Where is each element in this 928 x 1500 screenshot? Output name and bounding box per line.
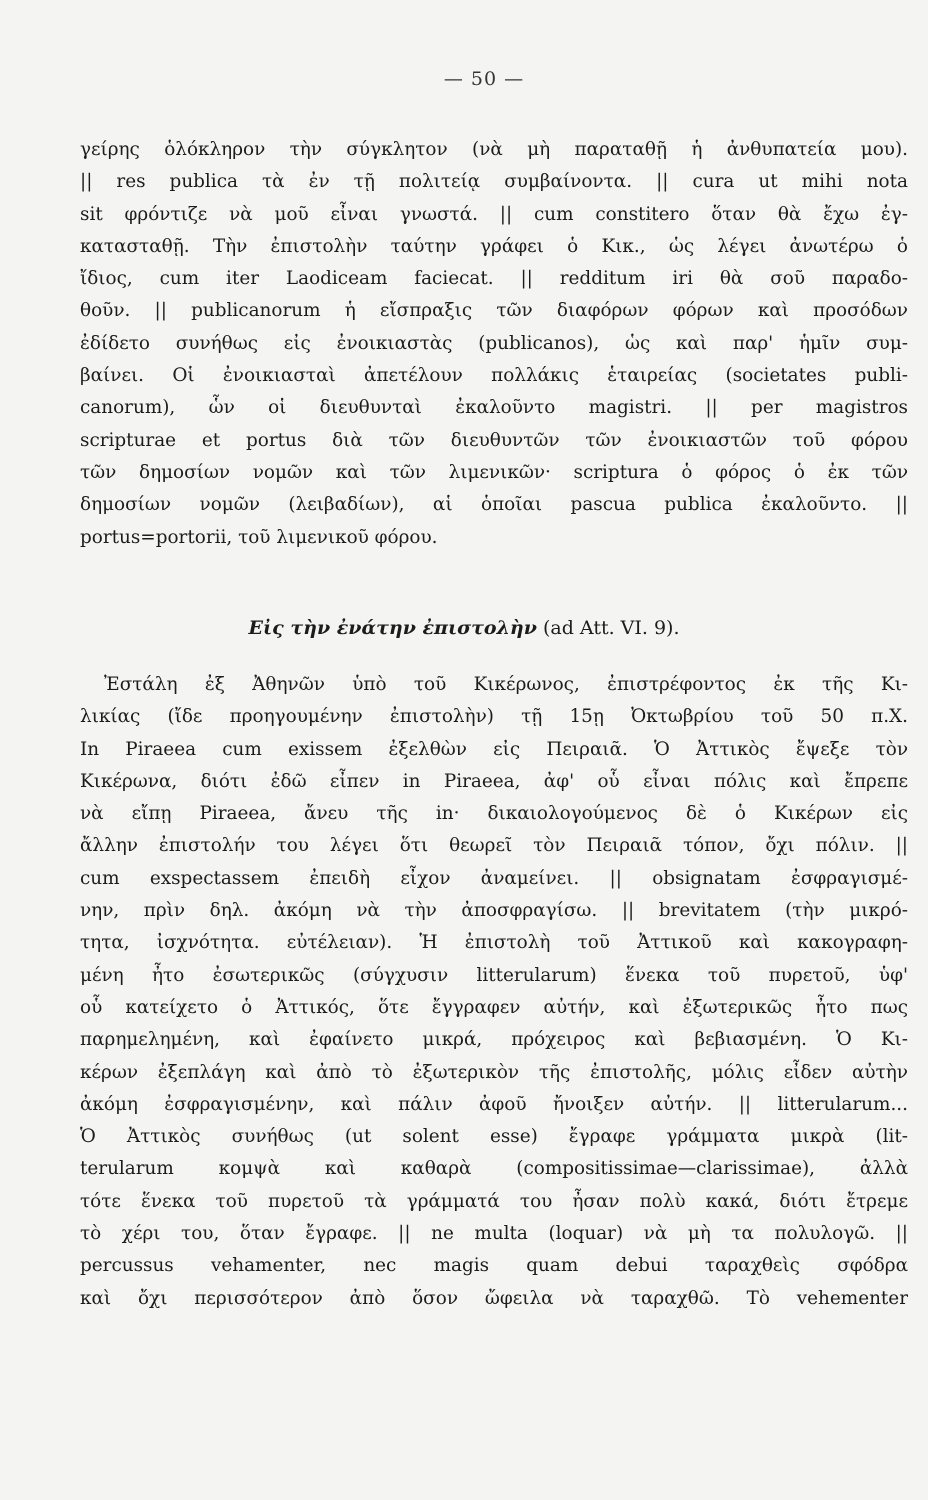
section-heading xyxy=(0,613,928,643)
text-line: κέρων ἐξεπλάγη καὶ ἀπὸ τὸ ἐξωτερικὸν τῆς ἐπιστολῆς, μόλις εἶδεν αὐτὴν xyxy=(80,1061,908,1083)
text-line: scripturae et portus διὰ τῶν διευθυντῶν τῶν ἐνοικιαστῶν τοῦ φόρου xyxy=(80,429,908,451)
text-line: ἄλλην ἐπιστολήν του λέγει ὅτι θεωρεῖ τὸν Πειραιᾶ τόπον, ὄχι πόλιν. || xyxy=(80,835,908,857)
text-line: μένη ἦτο ἐσωτερικῶς (σύγχυσιν litterularum) ἕνεκα τοῦ πυρετοῦ, ὑφ' xyxy=(80,964,908,986)
text-line: τητα, ἰσχνότητα. εὐτέλειαν). Ἡ ἐπιστολὴ τοῦ Ἀττικοῦ καὶ κακογραφη- xyxy=(80,932,908,954)
text-line: θοῦν. || publicanorum ἡ εἴσπραξις τῶν διαφόρων φόρων καὶ προσόδων xyxy=(80,300,908,322)
text-line: sit φρόντιζε νὰ μοῦ εἶναι γνωστά. || cum constitero ὅταν θὰ ἔχω ἐγ- xyxy=(80,203,908,225)
text-line: γείρης ὁλόκληρον τὴν σύγκλητον (νὰ μὴ παραταθῇ ἡ ἀνθυπατεία μου). xyxy=(80,139,908,160)
text-line: ἴδιος, cum iter Laodiceam faciecat. || redditum iri θὰ σοῦ παραδο- xyxy=(80,268,908,290)
text-line: νην, πρὶν δηλ. ἀκόμη νὰ τὴν ἀποσφραγίσω. || brevitatem (τὴν μικρό- xyxy=(80,900,908,922)
text-line: λικίας (ἴδε προηγουμένην ἐπιστολὴν) τῇ 15ῃ Ὀκτωβρίου τοῦ 50 π.Χ. xyxy=(80,706,908,728)
text-line: Ὁ Ἀττικὸς συνήθως (ut solent esse) ἔγραφε γράμματα μικρὰ (lit- xyxy=(80,1126,908,1148)
text-line: canorum), ὧν οἱ διευθυνταὶ ἐκαλοῦντο magistri. || per magistros xyxy=(80,397,908,419)
text-line: Κικέρωνα, διότι ἐδῶ εἶπεν in Piraeea, ἀφ' οὗ εἶναι πόλις καὶ ἔπρεπε xyxy=(80,770,908,792)
text-line: τὸ χέρι του, ὅταν ἔγραφε. || ne multa (loquar) νὰ μὴ τα πολυλογῶ. || xyxy=(80,1223,908,1245)
text-line: In Piraeea cum exissem ἐξελθὼν εἰς Πειραιᾶ. Ὁ Ἀττικὸς ἔψεξε τὸν xyxy=(80,738,908,760)
commentary-paragraph-1 xyxy=(80,134,908,554)
section-heading-latin: (ad Att. VI. 9). xyxy=(542,617,680,639)
text-line: ἐδίδετο συνήθως εἰς ἐνοικιαστὰς (publicanos), ὡς καὶ παρ' ἡμῖν συμ- xyxy=(80,332,908,354)
text-line: cum exspectassem ἐπειδὴ εἶχον ἀναμείνει. || obsignatam ἐσφραγισμέ- xyxy=(80,867,908,889)
text-line: οὗ κατείχετο ὁ Ἀττικός, ὅτε ἔγγραφεν αὐτήν, καὶ ἐξωτερικῶς ἦτο πως xyxy=(80,996,908,1018)
text-line: νὰ εἴπῃ Piraeea, ἄνευ τῆς in· δικαιολογούμενος δὲ ὁ Κικέρων εἰς xyxy=(80,803,908,825)
text-line: τότε ἕνεκα τοῦ πυρετοῦ τὰ γράμματά του ἦσαν πολὺ κακά, διότι ἔτρεμε xyxy=(80,1190,908,1212)
section-heading-greek: Εἰς τὴν ἐνάτην ἐπιστολὴν xyxy=(248,617,537,639)
text-line: ἀκόμη ἐσφραγισμένην, καὶ πάλιν ἀφοῦ ἤνοιξεν αὐτήν. || litterularum... xyxy=(80,1093,908,1115)
text-line: καὶ ὄχι περισσότερον ἀπὸ ὅσον ὤφειλα νὰ ταραχθῶ. Τὸ vehementer xyxy=(80,1287,908,1309)
text-line: portus=portorii, τοῦ λιμενικοῦ φόρου. xyxy=(80,526,438,548)
text-line: || res publica τὰ ἐν τῇ πολιτείᾳ συμβαίνοντα. || cura ut mihi nota xyxy=(80,171,908,193)
text-line: Ἐστάλη ἐξ Ἀθηνῶν ὑπὸ τοῦ Κικέρωνος, ἐπιστρέφοντος ἐκ τῆς Κι- xyxy=(104,674,908,695)
text-line: δημοσίων νομῶν (λειβαδίων), αἱ ὁποῖαι pascua publica ἐκαλοῦντο. || xyxy=(80,494,908,516)
commentary-paragraph-2 xyxy=(80,669,908,1315)
text-line: τῶν δημοσίων νομῶν καὶ τῶν λιμενικῶν· scriptura ὁ φόρος ὁ ἐκ τῶν xyxy=(80,461,908,483)
text-line: παρημελημένη, καὶ ἐφαίνετο μικρά, πρόχειρος καὶ βεβιασμένη. Ὁ Κι- xyxy=(80,1029,908,1051)
text-line: terularum κομψὰ καὶ καθαρὰ (compositissimae—clarissimae), ἀλλὰ xyxy=(80,1158,908,1180)
text-line: κατασταθῇ. Τὴν ἐπιστολὴν ταύτην γράφει ὁ Κικ., ὡς λέγει ἀνωτέρω ὁ xyxy=(80,235,908,257)
text-line: percussus vehamenter, nec magis quam debui ταραχθεὶς σφόδρα xyxy=(80,1255,908,1277)
page-number: — 50 — xyxy=(443,68,525,90)
text-line: βαίνει. Οἱ ἐνοικιασταὶ ἀπετέλουν πολλάκις ἑταιρείας (societates publi- xyxy=(80,365,908,387)
